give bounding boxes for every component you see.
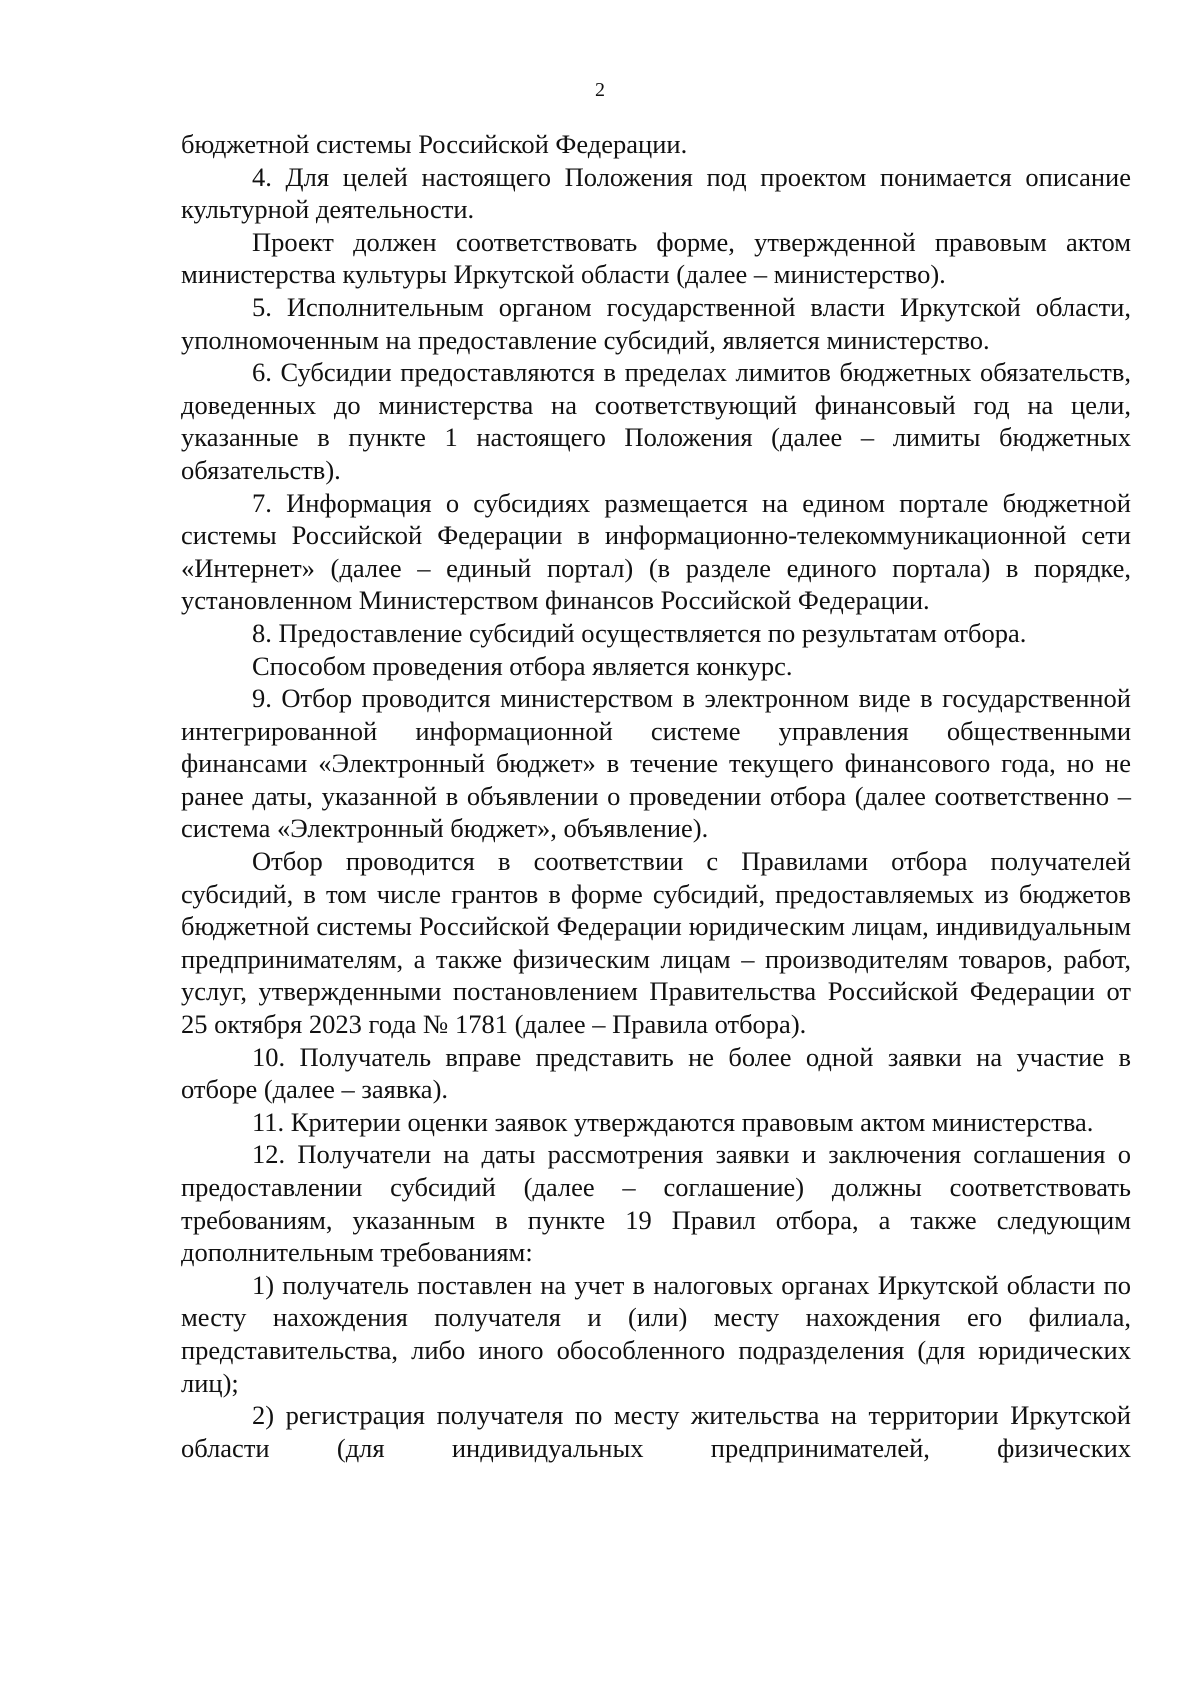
paragraph-subitem-1: 1) получатель поставлен на учет в налоговых органах Иркутской области по месту нахождения получателя и (или) месту нахождения его филиала, представительства, либо иного обособленного подразделения (для юридических лиц);: [181, 1269, 1131, 1398]
paragraph-item-7: 7. Информация о субсидиях размещается на едином портале бюджетной системы Российской Федерации в информационно-телекоммуникационной сети «Интернет» (далее – единый портал) (в разделе единого портала) в порядке, установленном Министерством финансов Российской Федерации.: [181, 487, 1131, 616]
paragraph-item-12: 12. Получатели на даты рассмотрения заявки и заключения соглашения о предоставлении субсидий (далее – соглашение) должны соответствовать требованиям, указанным в пункте 19 Правил отбора, а также следующим дополнительным требованиям:: [181, 1139, 1131, 1268]
paragraph-item-9: 9. Отбор проводится министерством в электронном виде в государственной интегрированной информационной системе управления общественными финансами «Электронный бюджет» в течение текущего финансового года, но не ранее даты, указанной в объявлении о проведении отбора (далее соответственно – система «Электронный бюджет», объявление).: [181, 683, 1131, 844]
paragraph-selection-method: Способом проведения отбора является конкурс.: [252, 650, 793, 681]
paragraph-item-8: 8. Предоставление субсидий осуществляется по результатам отбора.: [252, 617, 1027, 648]
paragraph-continuation: бюджетной системы Российской Федерации.: [181, 129, 688, 159]
paragraph-project-form: Проект должен соответствовать форме, утвержденной правовым актом министерства культуры Иркутской области (далее – министерство).: [181, 226, 1131, 290]
page-number: 2: [595, 79, 605, 101]
document-body: [181, 128, 1131, 1464]
paragraph-item-6: 6. Субсидии предоставляются в пределах лимитов бюджетных обязательств, доведенных до министерства на соответствующий финансовый год на цели, указанные в пункте 1 настоящего Положения (далее – лимиты бюджетных обязательств).: [181, 357, 1131, 485]
paragraph-item-10: 10. Получатель вправе представить не более одной заявки на участие в отборе (далее – заявка).: [181, 1041, 1131, 1105]
paragraph-selection-rules: Отбор проводится в соответствии с Правилами отбора получателей субсидий, в том числе грантов в форме субсидий, предоставляемых из бюджетов бюджетной системы Российской Федерации юридическим лицам, индивидуальным предпринимателям, а также физическим лицам – производителям товаров, работ, услуг, утвержденными постановлением Правительства Российской Федерации от 25 октября 2023 года № 1781 (далее – Правила отбора).: [181, 846, 1131, 1040]
paragraph-item-5: 5. Исполнительным органом государственной власти Иркутской области, уполномоченным на предоставление субсидий, является министерство.: [181, 291, 1131, 355]
paragraph-subitem-2: 2) регистрация получателя по месту жительства на территории Иркутской области (для индивидуальных предпринимателей, физических: [181, 1400, 1131, 1463]
paragraph-item-11: 11. Критерии оценки заявок утверждаются правовым актом министерства.: [252, 1106, 1094, 1137]
paragraph-item-4: 4. Для целей настоящего Положения под проектом понимается описание культурной деятельности.: [181, 161, 1131, 225]
